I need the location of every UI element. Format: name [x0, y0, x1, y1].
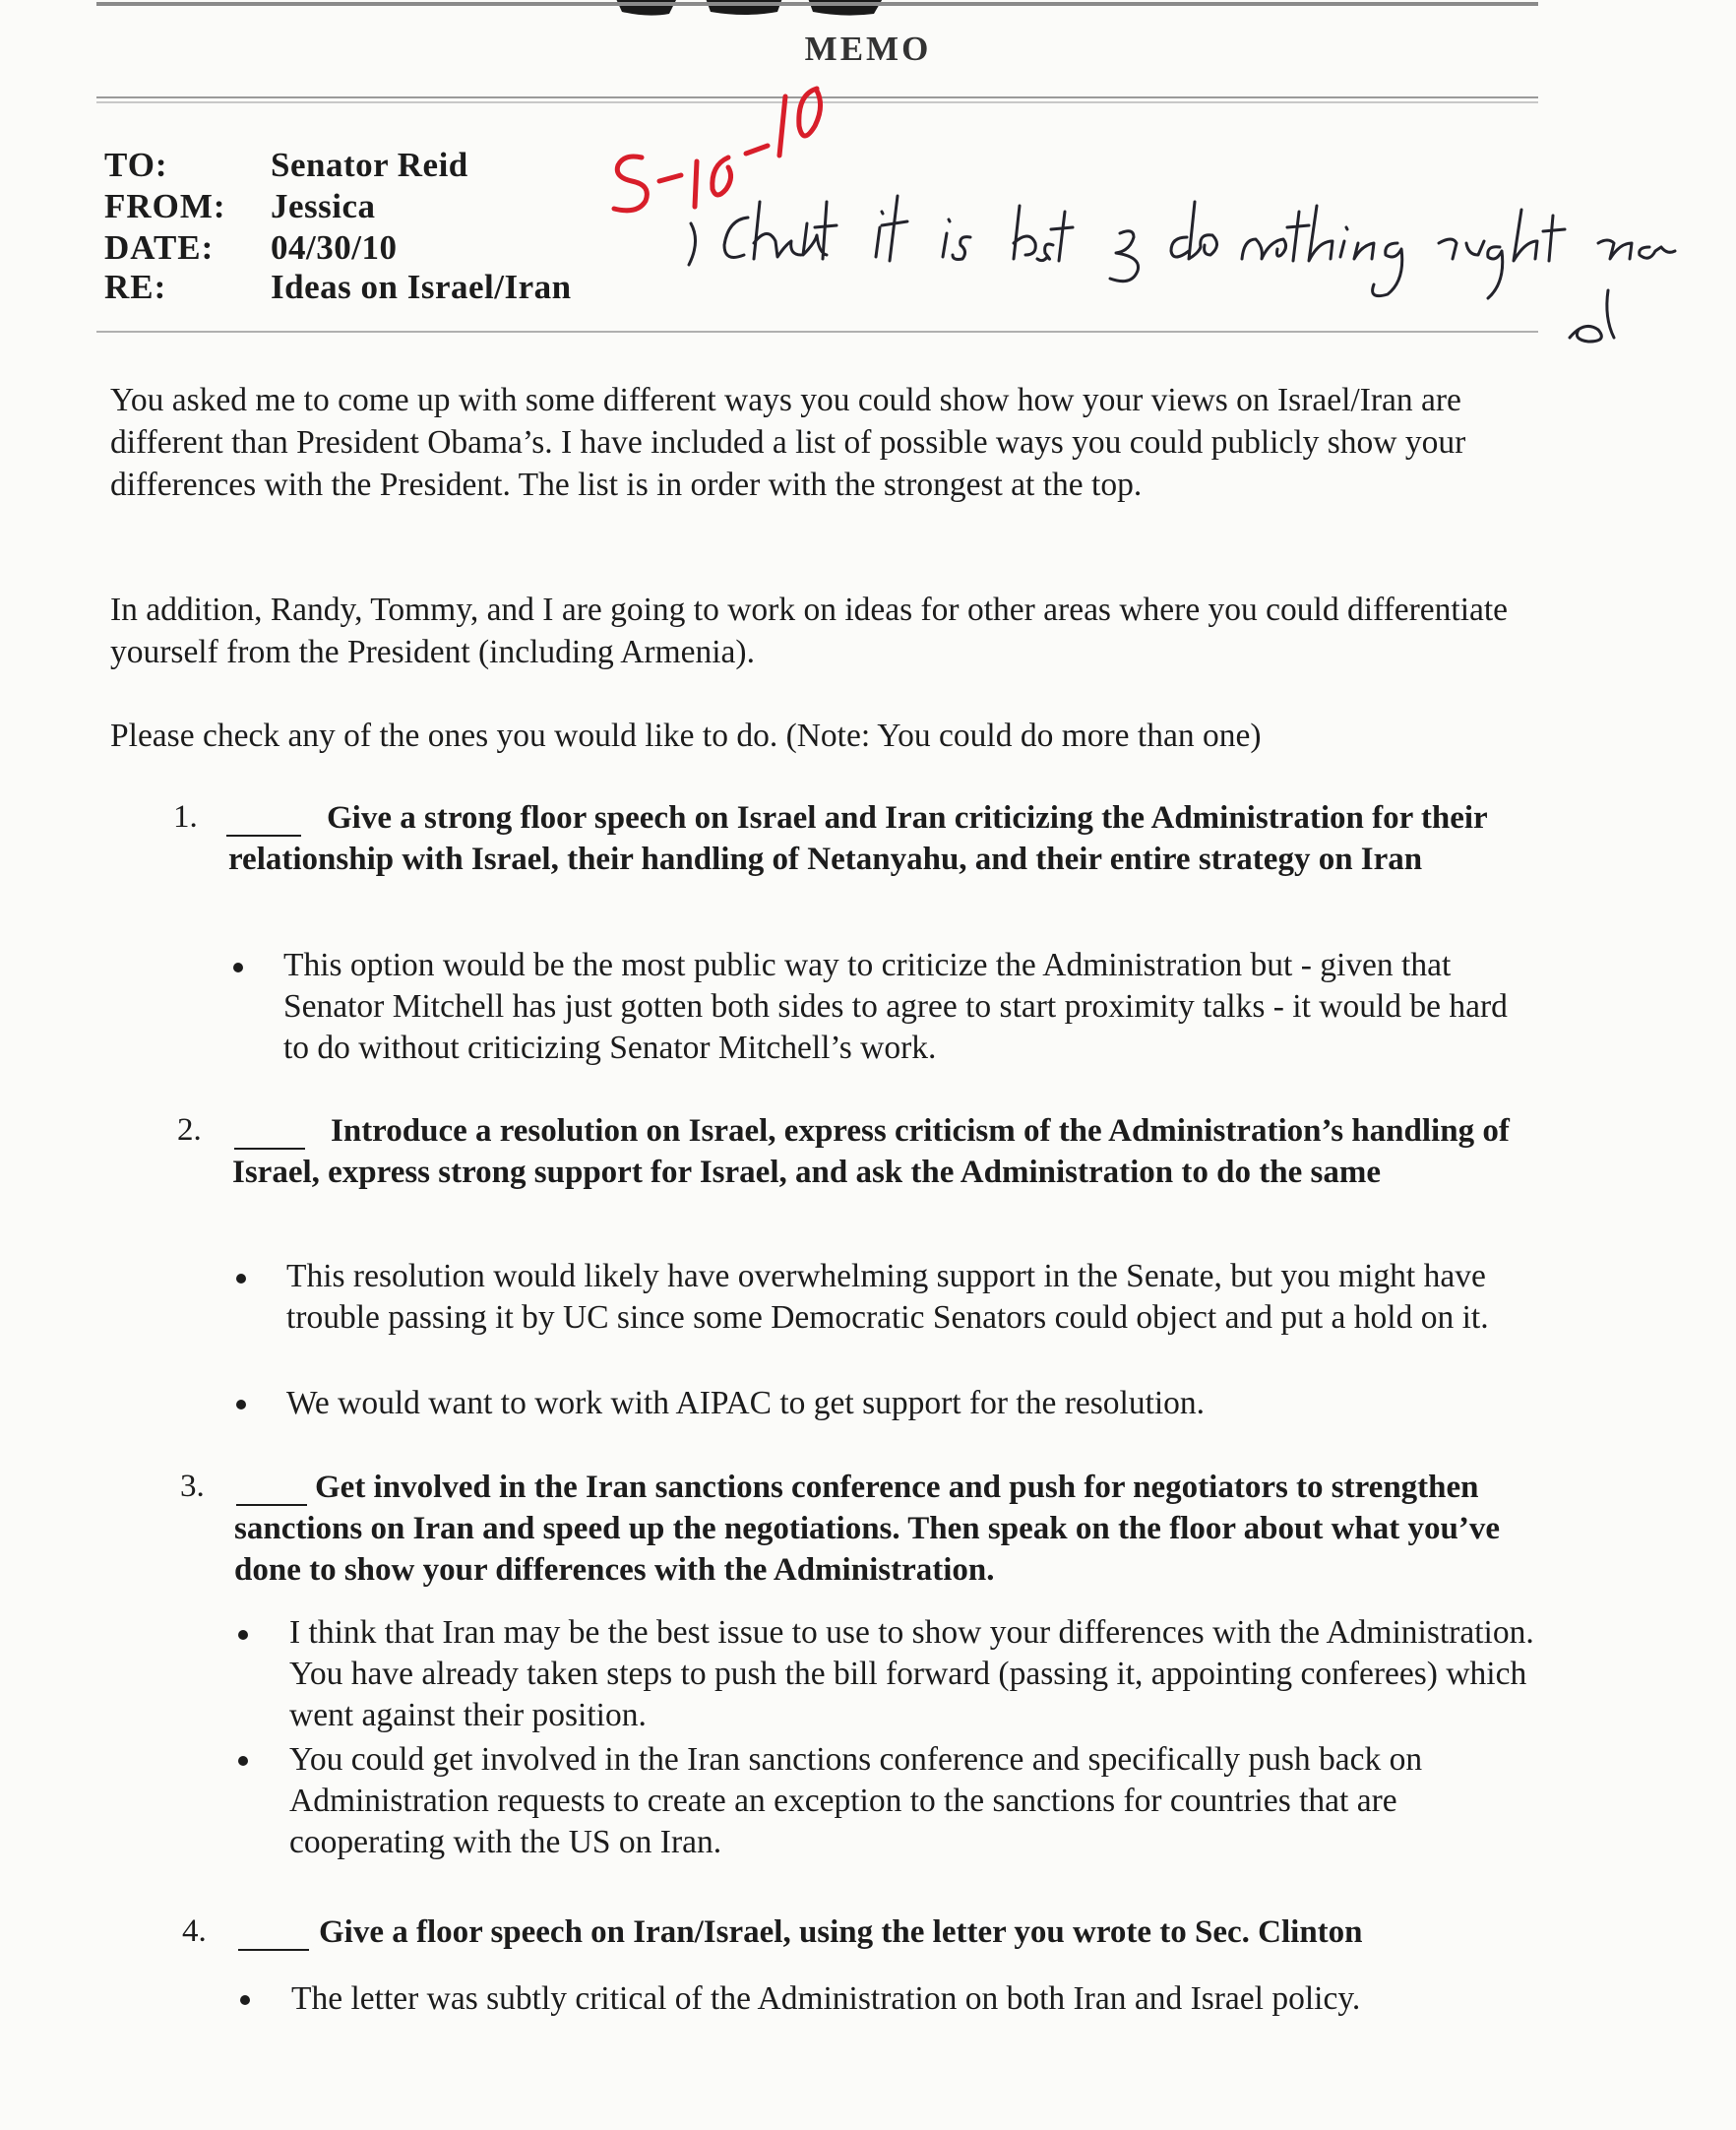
option-1-number: 1. [173, 799, 198, 835]
option-2-bullet-1-dot [236, 1274, 246, 1284]
to-value: Senator Reid [271, 146, 468, 184]
option-3-bullet-1-dot [238, 1630, 248, 1640]
instruction-paragraph: Please check any of the ones you would like to do. (Note: You could do more than one) [110, 718, 1262, 754]
date-label: DATE: [104, 228, 215, 267]
option-1-bullet-1-dot [233, 963, 243, 972]
additional-paragraph: In addition, Randy, Tommy, and I are going to work on ideas for other areas where you could differentiate yourself from the President (including Armenia). [110, 592, 1509, 670]
option-3-bullet-1: I think that Iran may be the best issue to use to show your differences with the Administration. You have already taken steps to push the bill forward (passing it, appointing conferees) which went against their position. [289, 1614, 1534, 1733]
option-1-bullet-1: This option would be the most public way to criticize the Administration but - given that Senator Mitchell has just gotten both sides to agree to start proximity talks - it would be hard to do without criticizing Senator Mitchell’s work. [283, 947, 1508, 1066]
option-2-bullet-1: This resolution would likely have overwhelming support in the Senate, but you might have trouble passing it by UC since some Democratic Senators could object and put a hold on it. [286, 1258, 1489, 1336]
option-3-number: 3. [180, 1469, 205, 1504]
option-4-title: Give a floor speech on Iran/Israel, using the letter you wrote to Sec. Clinton [319, 1914, 1363, 1950]
handwritten-note [679, 172, 1693, 349]
intro-paragraph: You asked me to come up with some different ways you could show how your views on Israel/Iran are different than President Obama’s. I have included a list of possible ways you could publicly show your differences with the President. The list is in order with the strongest at the top. [110, 382, 1466, 503]
option-2-bullet-2: We would want to work with AIPAC to get support for the resolution. [286, 1385, 1206, 1421]
memo-title: MEMO [804, 30, 932, 68]
option-3-bullet-2-dot [238, 1756, 248, 1766]
date-value: 04/30/10 [271, 228, 398, 267]
option-2-title: Introduce a resolution on Israel, express criticism of the Administration’s handling of Israel, express strong support for Israel, and ask the Administration to do the same [232, 1113, 1510, 1190]
to-label: TO: [104, 146, 168, 184]
re-value: Ideas on Israel/Iran [271, 268, 572, 306]
re-label: RE: [104, 268, 167, 306]
option-1-title: Give a strong floor speech on Israel and Iran criticizing the Administration for their relationship with Israel, their handling of Netanyahu, and their entire strategy on Iran [228, 800, 1488, 877]
header-rule-bottom [96, 331, 1538, 333]
option-2-bullet-2-dot [236, 1400, 246, 1410]
option-3-bullet-2: You could get involved in the Iran sanctions conference and specifically push back on Administration requests to create an exception to the sanctions for countries that are cooperating with the US on Iran. [289, 1741, 1423, 1860]
from-label: FROM: [104, 187, 226, 225]
option-4-number: 4. [182, 1913, 207, 1949]
option-4-bullet-1: The letter was subtly critical of the Administration on both Iran and Israel policy. [291, 1980, 1361, 2017]
option-3-title: Get involved in the Iran sanctions conference and push for negotiators to strengthen sanctions on Iran and speed up the negotiations. Then speak on the floor about what you’ve done to show your differences with the Administration. [234, 1470, 1501, 1588]
from-value: Jessica [271, 187, 376, 225]
top-rule [96, 2, 1538, 6]
option-4-bullet-1-dot [240, 1995, 250, 2005]
option-2-number: 2. [177, 1112, 202, 1148]
